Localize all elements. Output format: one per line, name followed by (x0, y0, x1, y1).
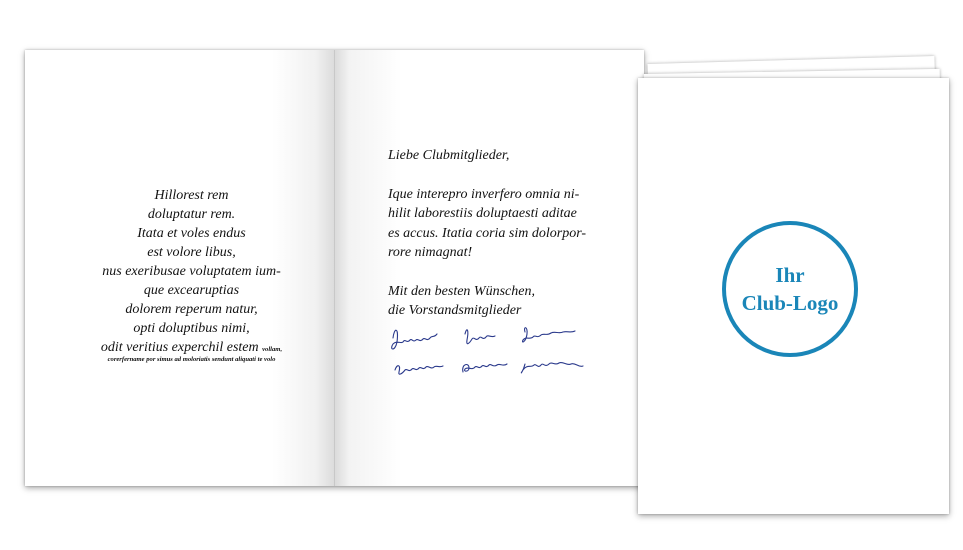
poem-line: nus exeribusae voluptatem ium- (102, 264, 281, 279)
poem-line: doluptatur rem. (147, 207, 236, 222)
signature-6 (521, 363, 583, 373)
signatures-block (385, 320, 615, 390)
letter-closing-line: die Vorstandsmitglieder (388, 303, 522, 319)
letter-body-line: Ique interepro inverfero omnia ni- (388, 186, 580, 202)
logo-text-line-1: Ihr (775, 263, 805, 287)
signature-3 (523, 328, 575, 342)
letter-greeting: Liebe Clubmitglieder, (388, 148, 510, 163)
poem-line: dolorem reperum natur, (125, 302, 258, 317)
open-card-spread (25, 50, 644, 486)
poem-line: opti doluptibus nimi, (133, 321, 250, 336)
letter-body-line: es accus. Itatia coria sim dolorpor- (388, 225, 587, 241)
closed-card-front (638, 78, 949, 514)
letter-text (388, 146, 618, 321)
poem-text (25, 186, 358, 364)
signature-2 (465, 330, 495, 344)
poem-line: que excearuptias (143, 283, 240, 298)
poem-small-line: corerfername por simus ad moloriatis sendunt aliquati te volo (107, 356, 276, 363)
signature-4 (395, 366, 443, 374)
letter-body-line: hilit laborestiis doluptaesti aditae (388, 206, 577, 222)
letter-body-line: rore nimagnat! (388, 245, 473, 261)
signature-1 (392, 330, 437, 349)
poem-line: odit veritius experchil estem (100, 340, 259, 355)
poem-small-inline: vollam, (262, 346, 283, 353)
poem-line: Itata et voles endus (137, 226, 246, 241)
letter-closing-line: Mit den besten Wünschen, (388, 283, 535, 299)
club-logo-placeholder (722, 221, 858, 357)
logo-text-line-2: Club-Logo (741, 291, 839, 315)
poem-line: est volore libus, (147, 245, 236, 260)
signature-5 (463, 364, 507, 372)
poem-line: Hillorest rem (154, 188, 229, 203)
